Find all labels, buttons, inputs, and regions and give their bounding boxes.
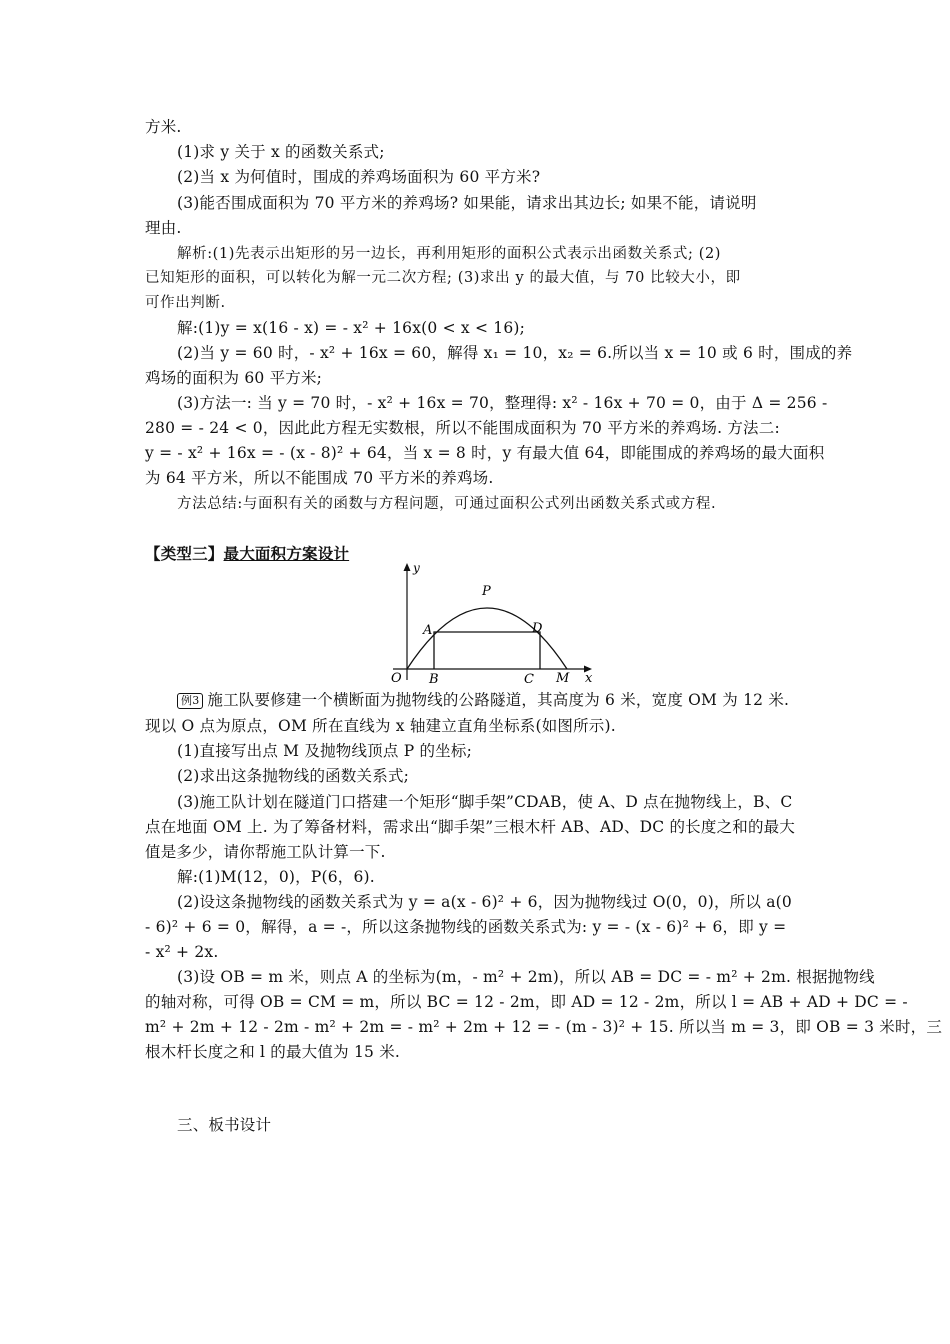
board-design-heading: 三、板书设计 (177, 1116, 272, 1134)
label-c: C (524, 672, 534, 684)
solution-line: (2)设这条抛物线的函数关系式为 y = a(x - 6)² + 6，因为抛物线过 O(0，0)，所以 a(0 (177, 893, 792, 911)
solution-line: 解:(1)M(12，0)，P(6，6). (177, 868, 375, 886)
solution-line: 解:(1)y = x(16 - x) = - x² + 16x(0 < x < 16); (177, 319, 526, 337)
question-2: (2)当 x 为何值时，围成的养鸡场面积为 60 平方米? (177, 168, 541, 186)
analysis-line: 解析:(1)先表示出矩形的另一边长，再利用矩形的面积公式表示出函数关系式; (2) (177, 246, 722, 262)
example-line (177, 689, 817, 711)
solution-line: 根木杆长度之和 l 的最大值为 15 米. (145, 1043, 401, 1061)
label-o: O (391, 671, 402, 684)
example-badge: 例3 (177, 693, 203, 709)
solution-line: (3)设 OB = m 米，则点 A 的坐标为(m，- m² + 2m)，所以 AB = DC = - m² + 2m. 根据抛物线 (177, 968, 875, 986)
example-line: 点在地面 OM 上. 为了筹备材料，需求出“脚手架”三根木杆 AB、AD、DC 的长度之和的最大 (145, 818, 796, 836)
example-question: (2)求出这条抛物线的函数关系式; (177, 767, 410, 785)
analysis-line: 已知矩形的面积，可以转化为解一元二次方程; (3)求出 y 的最大值，与 70 比较大小，即 (145, 270, 741, 286)
solution-line: 的轴对称，可得 OB = CM = m，所以 BC = 12 - 2m，即 AD = 12 - 2m，所以 l = AB + AD + DC = - (145, 993, 908, 1011)
solution-line: (3)方法一: 当 y = 70 时，- x² + 16x = 70，整理得: x² - 16x + 70 = 0，由于 Δ = 256 - (177, 394, 828, 412)
question-1: (1)求 y 关于 x 的函数关系式; (177, 143, 385, 161)
section-prefix: 【类型三】 (145, 544, 224, 563)
solution-line: 鸡场的面积为 60 平方米; (145, 369, 323, 387)
tunnel-parabola-figure (385, 560, 605, 688)
text-line: 理由. (145, 219, 182, 237)
solution-line: y = - x² + 16x = - (x - 8)² + 64，当 x = 8 时，y 有最大值 64，即能围成的养鸡场的最大面积 (145, 444, 825, 462)
example-question: (1)直接写出点 M 及抛物线顶点 P 的坐标; (177, 742, 472, 760)
solution-line: 280 = - 24 < 0，因此此方程无实数根，所以不能围成面积为 70 平方米的养鸡场. 方法二: (145, 419, 780, 437)
text-line: 方米. (145, 118, 182, 136)
y-axis-arrow (404, 563, 411, 571)
parabola-curve (407, 608, 567, 669)
label-y: y (413, 561, 420, 575)
label-p: P (482, 584, 491, 599)
example-line: 值是多少，请你帮施工队计算一下. (145, 843, 386, 861)
solution-line: - 6)² + 6 = 0，解得，a = -，所以这条抛物线的函数关系式为: y = - (x - 6)² + 6，即 y = (145, 918, 787, 936)
label-x: x (585, 671, 593, 684)
analysis-line: 可作出判断. (145, 295, 226, 311)
method-summary: 方法总结:与面积有关的函数与方程问题，可通过面积公式列出函数关系式或方程. (177, 496, 717, 512)
example-line: 现以 O 点为原点，OM 所在直线为 x 轴建立直角坐标系(如图所示). (145, 717, 616, 735)
label-m: M (556, 671, 570, 684)
section-title: 最大面积方案设计 (223, 544, 350, 563)
solution-line: (2)当 y = 60 时，- x² + 16x = 60，解得 x₁ = 10，x₂ = 6.所以当 x = 10 或 6 时，围成的养 (177, 344, 853, 362)
label-b: B (429, 672, 439, 684)
label-d: D (532, 621, 543, 636)
solution-line: - x² + 2x. (145, 943, 219, 961)
example-text: 施工队要修建一个横断面为抛物线的公路隧道，其高度为 6 米，宽度 OM 为 12 米. (207, 691, 790, 709)
solution-line: 为 64 平方米，所以不能围成 70 平方米的养鸡场. (145, 469, 494, 487)
example-question: (3)施工队计划在隧道门口搭建一个矩形“脚手架”CDAB，使 A、D 点在抛物线上，B、C (177, 793, 793, 811)
solution-line: m² + 2m + 12 - 2m - m² + 2m = - m² + 2m + 12 = - (m - 3)² + 15. 所以当 m = 3，即 OB = 3 米时，三 (145, 1018, 943, 1036)
scaffold-rectangle (434, 632, 540, 669)
question-3: (3)能否围成面积为 70 平方米的养鸡场? 如果能，请求出其边长; 如果不能，请说明 (177, 194, 757, 212)
label-a: A (423, 623, 433, 638)
